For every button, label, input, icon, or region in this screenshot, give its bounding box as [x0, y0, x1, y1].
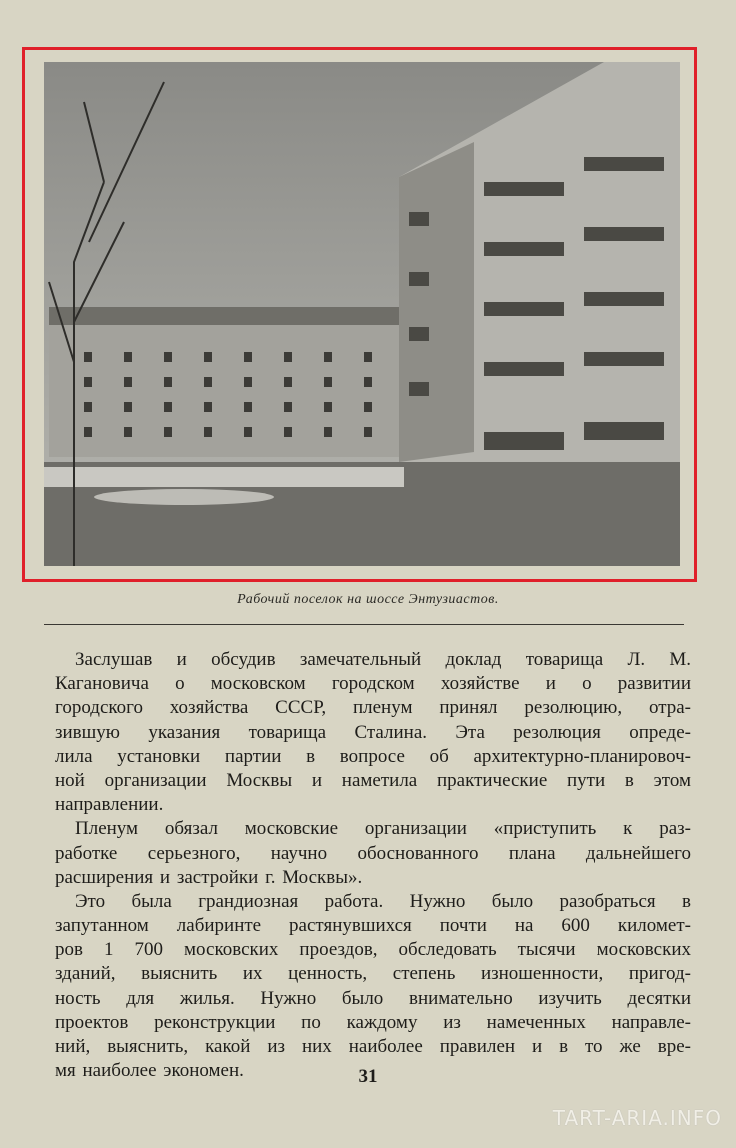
- figure-caption: Рабочий поселок на шоссе Энтузиастов.: [237, 592, 499, 607]
- text-line: зившую указания товарища Сталина. Эта резолюция опреде-: [55, 721, 691, 743]
- text-line: ров 1 700 московских проездов, обследовать тысячи московских: [55, 939, 691, 961]
- divider: [44, 624, 684, 625]
- text-line: Кагановича о московском городском хозяйстве и о развитии: [55, 673, 691, 695]
- text-line: ний, выяснить, какой из них наиболее правилен и в то же вре-: [55, 1036, 691, 1057]
- text-line: Это была грандиозная работа. Нужно было разобраться в: [75, 890, 691, 912]
- text-line: мя наиболее экономен.: [55, 1060, 244, 1082]
- text-line: запутанном лабиринте растянувшихся почти на 600 километ-: [55, 915, 691, 937]
- text-line: ность для жилья. Нужно было внимательно изучить десятки: [55, 987, 691, 1009]
- text-line: лила установки партии в вопросе об архитектурно-планировоч-: [55, 745, 691, 767]
- text-line: направлении.: [55, 794, 164, 816]
- text-line: городского хозяйства СССР, пленум принял резолюцию, отра-: [55, 697, 691, 719]
- text-line: ной организации Москвы и наметила практические пути в этом: [55, 769, 691, 791]
- watermark: TART-ARIA.INFO: [552, 1106, 722, 1130]
- text-line: расширения и застройки г. Москвы».: [55, 866, 363, 888]
- text-line: Пленум обязал московские организации «приступить к раз-: [75, 818, 691, 840]
- page-number: 31: [358, 1066, 378, 1087]
- text-line: зданий, выяснить их ценность, степень изношенности, пригод-: [55, 963, 691, 985]
- body-text: [55, 648, 691, 1083]
- photo-workers-settlement: [44, 62, 680, 566]
- text-line: работке серьезного, научно обоснованного плана дальнейшего: [55, 842, 691, 864]
- text-line: проектов реконструкции по каждому из намеченных направле-: [55, 1011, 691, 1033]
- text-line: Заслушав и обсудив замечательный доклад товарища Л. М.: [75, 649, 691, 670]
